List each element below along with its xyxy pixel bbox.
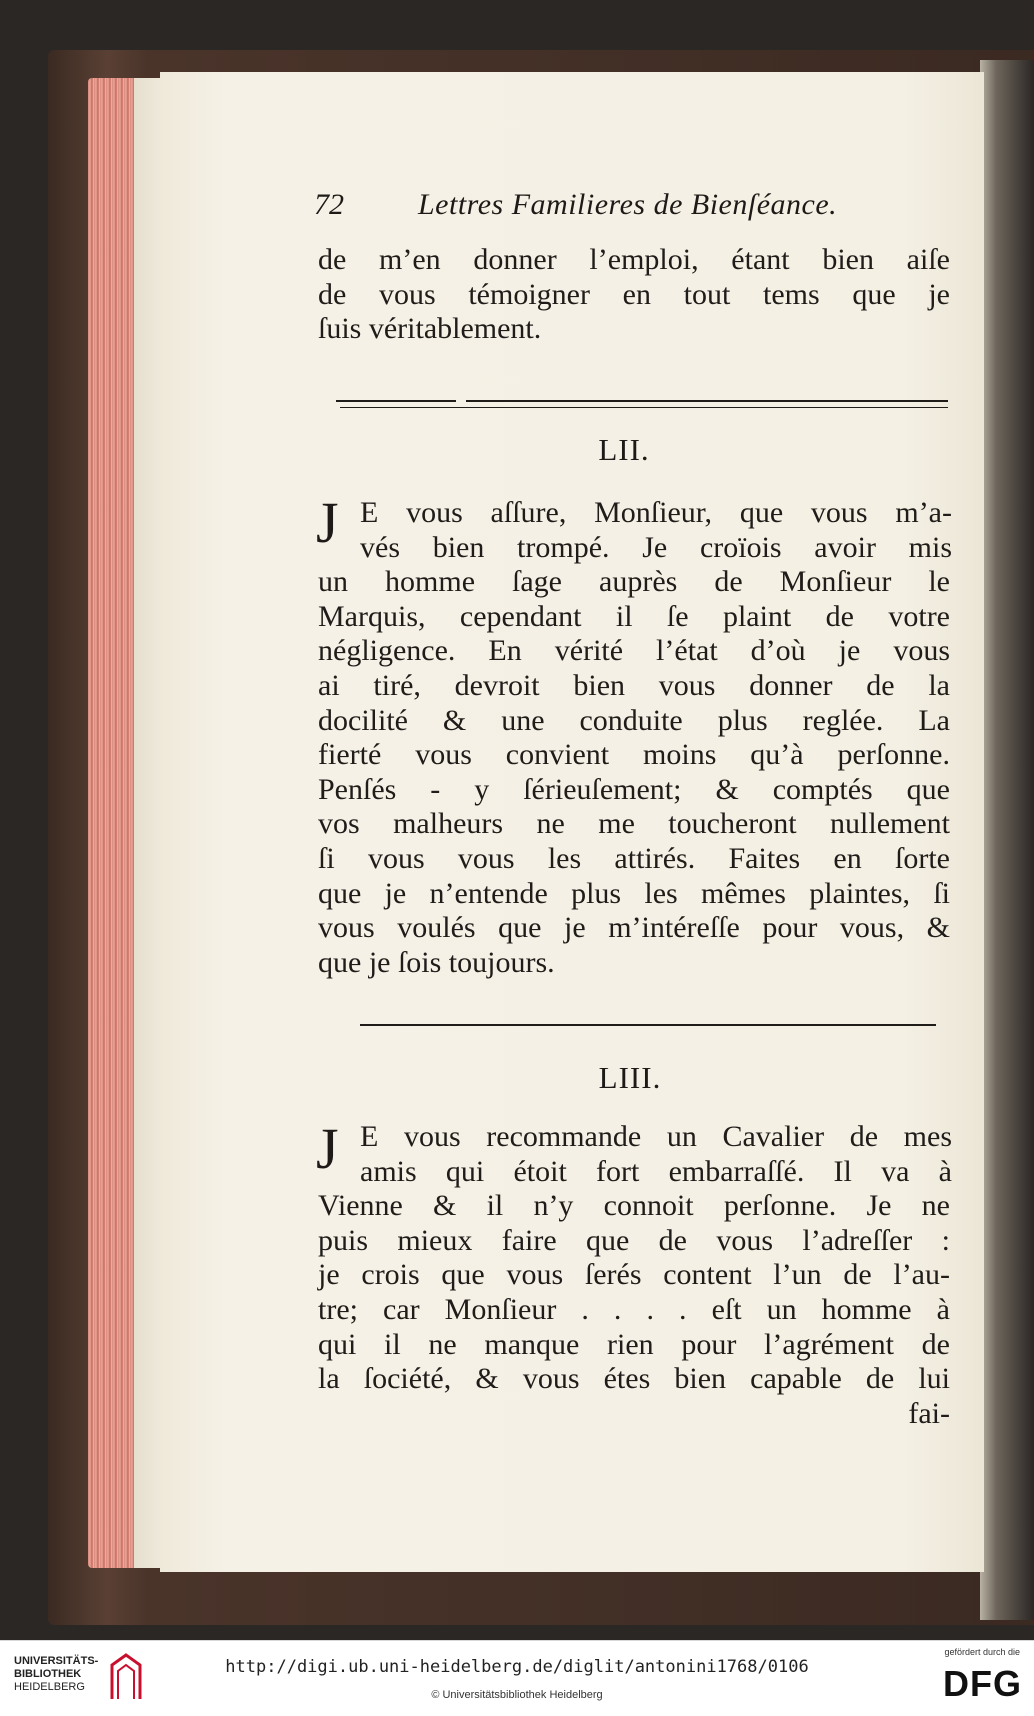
institution-line: BIBLIOTHEK — [14, 1668, 82, 1680]
text-line: Penſés - y ſérieuſement; & comptés que — [318, 772, 950, 806]
running-title: Lettres Familieres de Bienſéance. — [418, 188, 838, 221]
section-rule — [360, 1024, 936, 1026]
drop-cap: J — [316, 1116, 339, 1181]
text-line: vous voulés que je m’intéreſſe pour vous, & — [318, 911, 950, 945]
text-line: de m’en donner l’emploi, étant bien aiſe — [318, 243, 950, 276]
institution-line: HEIDELBERG — [14, 1681, 85, 1693]
funded-by-label: gefördert durch die — [944, 1647, 1020, 1657]
section-rule — [336, 400, 456, 402]
text-line: fierté vous convient moins qu’à perſonne. — [318, 738, 950, 772]
text-line: qui il ne manque rien pour l’agrément de — [318, 1327, 950, 1361]
section-rule — [340, 407, 948, 408]
text-line: un homme ſage auprès de Monſieur le — [318, 565, 950, 599]
copyright-text: © Universitätsbibliothek Heidelberg — [431, 1689, 603, 1701]
text-line: la ſociété, & vous étes bien capable de lui — [318, 1362, 950, 1396]
institution-line: UNIVERSITÄTS- — [14, 1655, 99, 1667]
text-line: ai tiré, devroit bien vous donner de la — [318, 668, 950, 702]
text-line: ſuis véritablement. — [318, 312, 542, 346]
continuation-paragraph — [318, 243, 950, 347]
text-line: Vienne & il n’y connoit perſonne. Je ne — [318, 1189, 950, 1223]
scan-shadow — [980, 60, 1034, 1620]
text-line: de vous témoigner en tout tems que je — [318, 277, 950, 311]
page-url-link[interactable]: http://digi.ub.uni-heidelberg.de/diglit/antonini1768/0106 — [225, 1657, 809, 1677]
running-header — [314, 188, 854, 228]
footer-bar — [0, 1640, 1034, 1716]
section-rule — [466, 400, 948, 402]
letter-heading-lii: LII. — [598, 432, 650, 467]
dfg-logo: DFG — [943, 1663, 1022, 1704]
text-line: vos malheurs ne me toucheront nullement — [318, 807, 950, 841]
text-line: vés bien trompé. Je croïois avoir mis — [360, 530, 952, 564]
text-line: amis qui étoit fort embarraſſé. Il va à — [360, 1154, 952, 1188]
letter-liii-body — [318, 1189, 950, 1431]
letter-liii-first-lines — [360, 1120, 952, 1189]
text-line: tre; car Monſieur . . . . eſt un homme à — [318, 1292, 950, 1326]
text-line: négligence. En vérité l’état d’où je vous — [318, 634, 950, 668]
text-line: puis mieux faire que de vous l’adreſſer : — [318, 1223, 950, 1257]
text-line: que je n’entende plus les mêmes plaintes, ſi — [318, 876, 950, 910]
text-line: que je ſois toujours. — [318, 945, 555, 979]
letter-lii-body — [318, 565, 950, 980]
text-line: docilité & une conduite plus reglée. La — [318, 703, 950, 737]
letter-lii-first-line — [360, 496, 952, 565]
text-line: E vous aſſure, Monſieur, que vous m’a- — [360, 496, 952, 529]
text-line: ſi vous vous les attirés. Faites en ſorte — [318, 841, 950, 875]
catchword: fai- — [908, 1396, 950, 1430]
text-line: je crois que vous ſerés content l’un de l’au- — [318, 1258, 950, 1292]
page-number: 72 — [314, 188, 344, 221]
text-line: Marquis, cependant il ſe plaint de votre — [318, 599, 950, 633]
drop-cap: J — [316, 490, 339, 555]
letter-heading-liii: LIII. — [598, 1060, 662, 1095]
text-line: E vous recommande un Cavalier de mes — [360, 1120, 952, 1153]
